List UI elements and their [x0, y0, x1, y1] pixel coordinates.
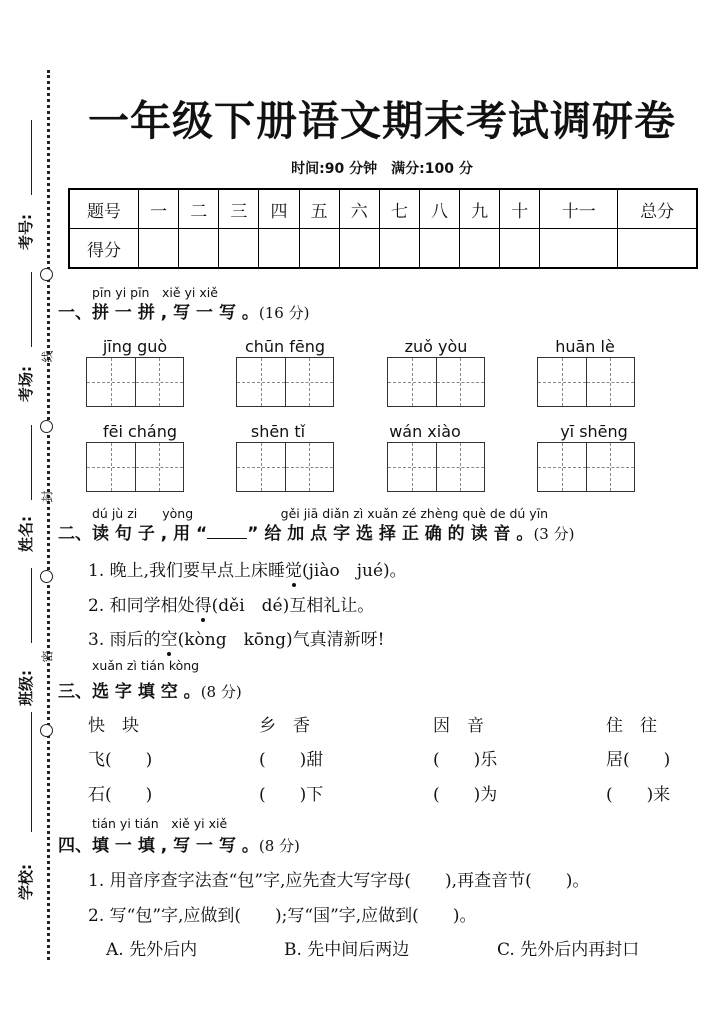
pinyin-word: chūn fēng — [244, 337, 326, 356]
char-pair: 住 往 — [606, 716, 657, 736]
score-input-cell[interactable] — [179, 229, 219, 269]
section2-title-b: ” 给 加 点 字 选 择 正 确 的 读 音 。 — [247, 524, 534, 544]
pinyin-word: huān lè — [555, 337, 615, 356]
score-table — [68, 188, 698, 269]
score-input-cell[interactable] — [219, 229, 259, 269]
score-input-cell[interactable] — [500, 229, 540, 269]
pinyin-word: wán xiào — [389, 422, 461, 441]
fill-blank[interactable]: 石( ) — [88, 785, 153, 805]
pronunciation-choice[interactable]: (jiào jué)。 — [302, 561, 407, 581]
section2-title-a: 二、读 句 子 , 用 “ — [58, 524, 208, 544]
class-label: 班级: — [17, 670, 35, 706]
question-line: 2. 写“包”字,应做到( );写“国”字,应做到( )。 — [88, 906, 477, 926]
table-cell: 十一 — [540, 189, 618, 229]
question-text: 3. 雨后的 — [88, 630, 161, 650]
writing-grid[interactable] — [86, 442, 184, 492]
pinyin-word: shēn tǐ — [250, 422, 306, 441]
section1-title — [58, 298, 309, 323]
binding-mark-secret: 密 — [40, 650, 55, 663]
score-input-cell[interactable] — [618, 229, 697, 269]
section3-points: (8 分) — [200, 683, 242, 701]
pinyin-word: yī shēng — [560, 422, 628, 441]
section3-pinyin: xuǎn zì tián kòng — [92, 658, 200, 673]
pinyin-word: fēi cháng — [102, 422, 178, 441]
section4-pinyin: tián yi tián xiě yi xiě — [92, 816, 228, 831]
table-cell: 八 — [419, 189, 459, 229]
table-cell: 五 — [299, 189, 339, 229]
table-cell: 十 — [500, 189, 540, 229]
question-text: 1. 晚上,我们要早点上床睡 — [88, 561, 286, 581]
question-line — [88, 591, 374, 616]
question-line — [88, 556, 407, 581]
binding-hole — [40, 724, 53, 737]
name-line[interactable] — [31, 425, 32, 500]
char-pair: 乡 香 — [259, 716, 310, 736]
writing-grid[interactable] — [387, 357, 485, 407]
binding-hole — [40, 570, 53, 583]
score-input-cell[interactable] — [540, 229, 618, 269]
section2-points: (3 分) — [533, 525, 575, 543]
answer-blank[interactable] — [207, 524, 247, 539]
writing-grid[interactable] — [236, 442, 334, 492]
writing-grid[interactable] — [387, 442, 485, 492]
score-input-cell[interactable] — [379, 229, 419, 269]
char-pair: 快 块 — [88, 716, 139, 736]
fill-blank[interactable]: 飞( ) — [88, 750, 153, 770]
writing-grid[interactable] — [236, 357, 334, 407]
section3-title-text: 三、选 字 填 空 。 — [58, 682, 201, 702]
table-cell: 三 — [219, 189, 259, 229]
table-cell: 七 — [379, 189, 419, 229]
fill-blank[interactable]: 居( ) — [606, 750, 671, 770]
char-pair: 因 音 — [433, 716, 484, 736]
binding-dotted-line — [47, 70, 50, 960]
score-input-cell[interactable] — [460, 229, 500, 269]
table-cell: 二 — [179, 189, 219, 229]
pinyin-word: jīng guò — [102, 337, 168, 356]
fill-blank[interactable]: ( )为 — [433, 785, 498, 805]
section4-title — [58, 831, 300, 856]
class-line[interactable] — [31, 568, 32, 643]
page-title: 一年级下册语文期末考试调研卷 — [88, 97, 676, 145]
option-b[interactable]: B. 先中间后两边 — [284, 940, 410, 960]
question-text: 2. 和同学相处 — [88, 596, 195, 616]
section1-pinyin: pīn yi pīn xiě yi xiě — [92, 285, 218, 300]
fill-blank[interactable]: ( )乐 — [433, 750, 498, 770]
option-c[interactable]: C. 先外后内再封口 — [497, 940, 640, 960]
table-cell: 一 — [139, 189, 179, 229]
section1-points: (16 分) — [258, 304, 310, 322]
score-input-cell[interactable] — [259, 229, 299, 269]
score-table-header-row — [69, 189, 697, 229]
table-cell: 九 — [460, 189, 500, 229]
score-input-cell[interactable] — [139, 229, 179, 269]
section4-title-text: 四、填 一 填 , 写 一 写 。 — [58, 836, 259, 856]
question-line — [88, 625, 384, 650]
writing-grid[interactable] — [537, 442, 635, 492]
school-line[interactable] — [31, 712, 32, 832]
writing-grid[interactable] — [537, 357, 635, 407]
table-cell: 六 — [339, 189, 379, 229]
dotted-char: 得 — [194, 596, 212, 616]
pronunciation-choice[interactable]: (děi dé)互相礼让。 — [211, 596, 375, 616]
binding-mark-line: 线 — [40, 350, 55, 363]
fill-blank[interactable]: ( )下 — [259, 785, 324, 805]
pinyin-word: zuǒ yòu — [404, 337, 468, 356]
school-label: 学校: — [17, 864, 35, 900]
score-table-score-row — [69, 229, 697, 269]
score-input-cell[interactable] — [339, 229, 379, 269]
binding-hole — [40, 420, 53, 433]
binding-mark-seal: 封 — [40, 490, 55, 503]
section4-points: (8 分) — [258, 837, 300, 855]
question-line: 1. 用音序查字法查“包”字,应先查大写字母( ),再查音节( )。 — [88, 871, 590, 891]
exam-no-label: 考号: — [17, 214, 35, 250]
exam-room-label: 考场: — [17, 366, 35, 402]
table-cell: 总分 — [618, 189, 697, 229]
binding-hole — [40, 268, 53, 281]
section3-title — [58, 677, 242, 702]
exam-room-line[interactable] — [31, 272, 32, 347]
section1-title-text: 一、拼 一 拼 , 写 一 写 。 — [58, 303, 259, 323]
name-label: 姓名: — [17, 516, 35, 552]
fill-blank[interactable]: ( )来 — [606, 785, 671, 805]
section2-pinyin: dú jù zi yòng gěi jiā diǎn zì xuǎn zé zhèng què de dú yīn — [92, 506, 549, 521]
dotted-char: 觉 — [285, 561, 303, 581]
writing-grid[interactable] — [86, 357, 184, 407]
fill-blank[interactable]: ( )甜 — [259, 750, 324, 770]
pronunciation-choice[interactable]: (kòng kōng)气真清新呀! — [177, 630, 385, 650]
table-cell: 题号 — [69, 189, 139, 229]
table-cell: 得分 — [69, 229, 139, 269]
section2-title — [58, 519, 574, 544]
exam-time-score: 时间:90 分钟 满分:100 分 — [291, 161, 473, 177]
score-input-cell[interactable] — [419, 229, 459, 269]
dotted-char: 空 — [160, 630, 178, 650]
option-a[interactable]: A. 先外后内 — [106, 940, 198, 960]
score-input-cell[interactable] — [299, 229, 339, 269]
table-cell: 四 — [259, 189, 299, 229]
